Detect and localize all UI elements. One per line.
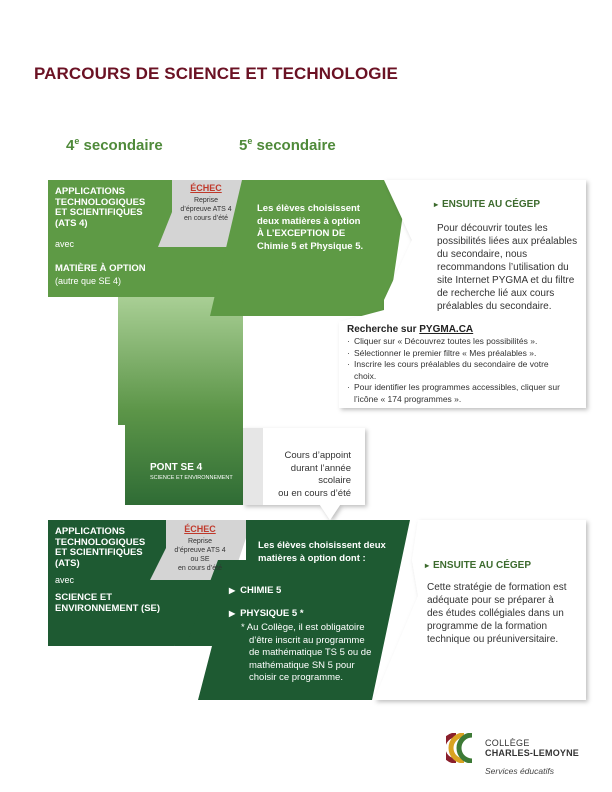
path2-ats-title: APPLICATIONS TECHNOLOGIQUES ET SCIENTIFIQUES (ATS) [55,526,146,569]
pygma-steps-list [346,336,586,405]
grade-5-heading: 5e secondaire [239,136,336,154]
path2-avec: avec [55,575,75,585]
path1-cegep-title: ▸ ENSUITE AU CÉGEP [434,199,540,210]
bridge-note-text: Cours d’appoint durant l’année scolaire ou en cours d’été [278,450,351,499]
list-item: · Sélectionner le premier filtre « Mes préalables ». [346,348,586,360]
grade-4-heading: 4e secondaire [66,136,163,154]
path1-echec-title: ÉCHEC [190,183,222,193]
path1-avec: avec [55,239,75,249]
path1-ats-title: APPLICATIONS TECHNOLOGIQUES ET SCIENTIFIQUES (ATS 4) [55,186,146,229]
pygma-link[interactable]: PYGMA.CA [419,324,474,335]
pygma-search-heading: Recherche sur PYGMA.CA [347,324,474,335]
college-logo-icon [446,733,484,763]
path2-cegep-title: ▸ ENSUITE AU CÉGEP [425,560,531,571]
triangle-right-icon: ▶ [229,609,236,618]
path1-bridge-down [118,297,243,505]
path2-chimie: ▶ CHIMIE 5 [229,585,282,596]
path2-physique: ▶ PHYSIQUE 5 * [229,608,304,619]
bridge-subtitle: SCIENCE ET ENVIRONNEMENT [150,475,233,481]
bridge-title: PONT SE 4 [150,462,203,473]
list-item: · Cliquer sur « Découvrez toutes les possibilités ». [346,336,586,348]
bridge-note-grey [243,428,263,505]
triangle-right-icon: ▸ [425,561,430,570]
logo-line2: CHARLES-LEMOYNE [485,748,580,758]
path1-option-title: MATIÈRE À OPTION [55,263,146,274]
path2-cegep-text: Cette stratégie de formation est adéquate pour se préparer à des études collégiales dans un programme de la formation technique ou préuniversitaire. [427,582,567,645]
list-item: · Inscrire les cours préalables du secondaire de votre choix. [346,359,586,382]
triangle-right-icon: ▸ [434,200,439,209]
path2-note: * Au Collège, il est obligatoire d’être inscrit au programme de mathématique TS 5 ou de mathématique SN 5 pour choisir ce programme. [241,622,372,683]
path1-choice-text: Les élèves choisissent deux matières à option À L’EXCEPTION DE Chimie 5 et Physique 5. [257,203,364,252]
logo-line1: COLLÈGE [485,738,530,748]
list-item: · Pour identifier les programmes accessibles, cliquer sur l’icône « 174 programmes ». [346,382,586,405]
path1-option-sub: (autre que SE 4) [55,276,122,286]
path2-echec-text: Reprise d’épreuve ATS 4 ou SE en cours d’été [174,538,226,572]
path2-se-title: SCIENCE ET ENVIRONNEMENT (SE) [55,592,161,614]
path2-choice-text: Les élèves choisissent deux matières à option dont : [258,540,386,564]
triangle-right-icon: ▶ [229,586,236,595]
path2-echec [164,524,236,573]
path1-echec [170,183,242,223]
page-title: PARCOURS DE SCIENCE ET TECHNOLOGIE [34,64,398,83]
path1-cegep-text: Pour découvrir toutes les possibilités liées aux préalables du secondaire, nous recommandons l’utilisation du site Internet PYGMA et du filtre de recherche lié aux cours préalables du secondaire. [437,223,578,312]
path1-echec-text: Reprise d’épreuve ATS 4 en cours d’été [180,197,232,222]
logo-line3: Services éducatifs [485,766,554,776]
path2-echec-title: ÉCHEC [184,524,216,534]
